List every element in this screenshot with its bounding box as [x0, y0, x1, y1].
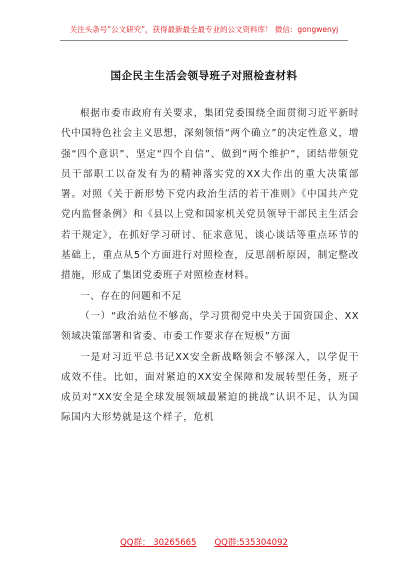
subsection-heading: （一）“政治站位不够高，学习贯彻党中央关于国资国企、XX领域决策部署和省委、市委工作要求存在短板”方面 — [61, 310, 359, 343]
section-heading: 一、存在的问题和不足 — [80, 290, 182, 302]
header-divider — [60, 40, 348, 41]
body-paragraph: 一是对习近平总书记XX安全新战略领会不够深入，以学促干成效不佳。比如，面对紧迫的XX安全保障和发展转型任务，班子成员对“XX安全是全球发展领域最紧迫的挑战”认识不足，认为国际国内大形势就是这个样子，危机 — [61, 351, 359, 424]
qq-group-link-1[interactable]: QQ群： 30265665 — [120, 538, 197, 548]
document-title: 国企民主生活会领导班子对照检查材料 — [110, 70, 298, 82]
header-banner: 关注头条号“公文研究”，获得最新最全最专业的公文资料库！ 微信：gongwenyj — [69, 25, 339, 34]
qq-group-link-2[interactable]: QQ群:535304092 — [214, 538, 288, 548]
intro-paragraph: 根据市委市政府有关要求，集团党委围绕全面贯彻习近平新时代中国特色社会主义思想，深刻领悟“两个确立”的决定性意义，增强“四个意识”、坚定“四个自信”、做到“两个维护”，团结带领党员干部职工以奋发有为的精神落实党的XX大作出的重大决策部署。对照《关于新形势下党内政治生活的若干准则》《中国共产党党内监督条例》和《县以上党和国家机关党员领导干部民主生活会若干规定》，在抓好学习研讨、征求意见、谈心谈话等重点环节的基础上，重点从5个方面进行对照检查，反思剖析原因，制定整改措施，形成了集团党委班子对照检查材料。 — [61, 108, 359, 282]
footer-contact — [0, 536, 408, 548]
document-body — [61, 104, 359, 429]
